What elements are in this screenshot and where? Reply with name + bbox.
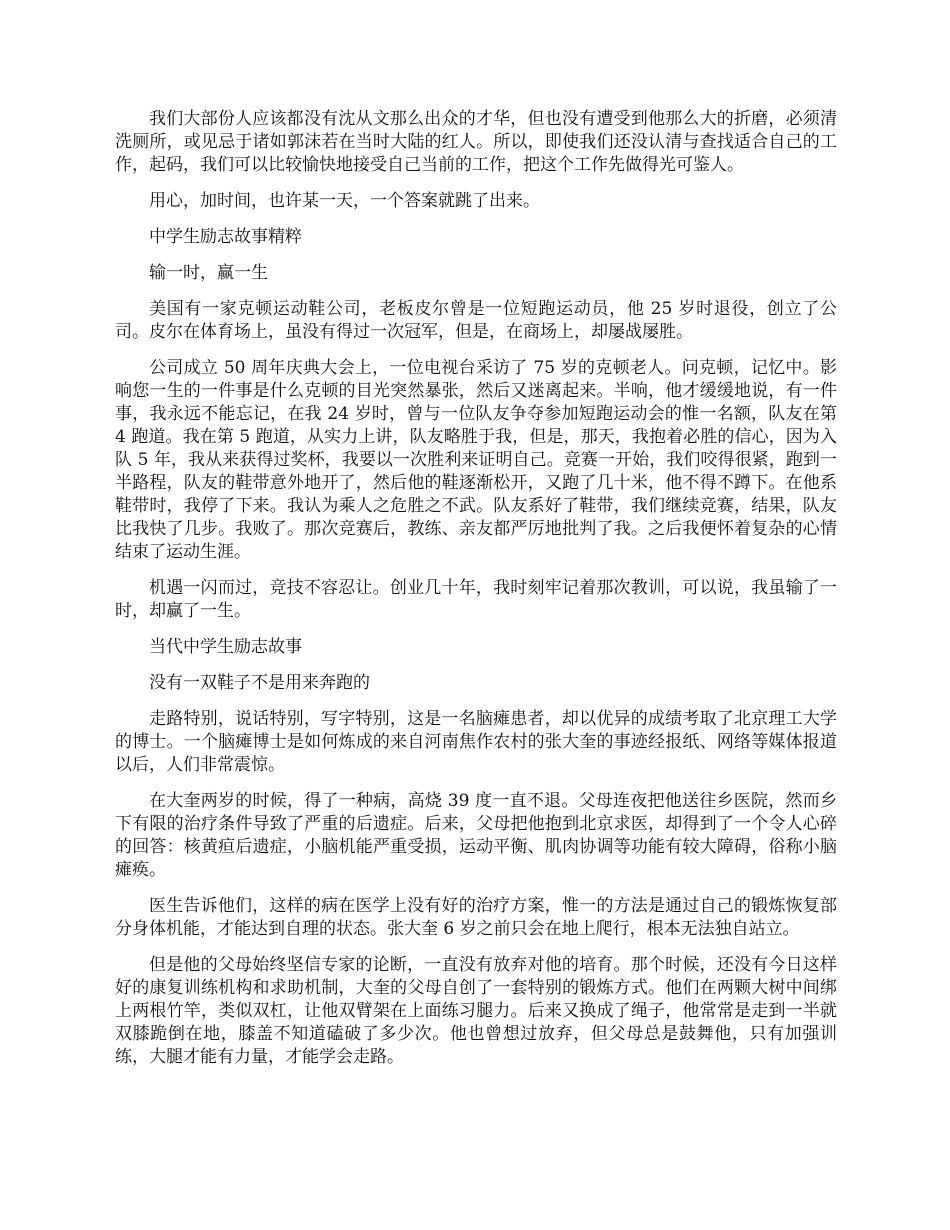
document-page <box>115 108 837 1082</box>
story-title-lose-once: 输一时，赢一生 <box>149 263 268 283</box>
paragraph-answer: 用心，加时间，也许某一天，一个答案就跳了出来。 <box>149 191 540 211</box>
paragraph-dakui-illness: 在大奎两岁的时候，得了一种病，高烧 39 度一直不退。父母连夜把他送往乡医院，然而乡下有限的治疗条件导致了严重的后遗症。后来，父母把他抱到北京求医，却得到了一个令人心碎的回答：核黄疸后遗症，小脑机能严重受损，运动平衡、肌肉协调等功能有较大障碍，俗称小脑瘫痪。 <box>115 791 837 880</box>
section-heading-contemporary: 当代中学生励志故事 <box>149 637 302 657</box>
story-title-shoes: 没有一双鞋子不是用来奔跑的 <box>149 673 370 693</box>
paragraph-dakui-intro: 走路特别，说话特别，写字特别，这是一名脑瘫患者，却以优异的成绩考取了北京理工大学的博士。一个脑瘫博士是如何炼成的来自河南焦作农村的张大奎的事迹经报纸、网络等媒体报道以后，人们非常震惊。 <box>115 709 837 775</box>
paragraph-keton-lesson: 机遇一闪而过，竞技不容忍让。创业几十年，我时刻牢记着那次教训，可以说，我虽输了一时，却赢了一生。 <box>115 578 837 621</box>
paragraph-doctor-advice: 医生告诉他们，这样的病在医学上没有好的治疗方案，惟一的方法是通过自己的锻炼恢复部分身体机能，才能达到自理的状态。张大奎 6 岁之前只会在地上爬行，根本无法独自站立。 <box>115 896 837 939</box>
paragraph-keton-interview: 公司成立 50 周年庆典大会上，一位电视台采访了 75 岁的克顿老人。问克顿，记忆中。影响您一生的一件事是什么克顿的目光突然暴张，然后又迷离起来。半响，他才缓缓地说，有一件事，我永远不能忘记，在我 24 岁时，曾与一位队友争夺参加短跑运动会的惟一名额，队友在第 4 跑道。我在第 5 跑道，从实力上讲，队友略胜于我，但是，那天，我抱着必胜的信心，因为入队 5 年，我从来获得过奖杯，我要以一次胜利来证明自己。竞赛一开始，我们咬得很紧，跑到一半路程，队友的鞋带意外地开了，然后他的鞋逐渐松开，又跑了几十米，他不得不蹲下。在他系鞋带时，我停了下来。我认为乘人之危胜之不武。队友系好了鞋带，我们继续竞赛，结果，队友比我快了几步。我败了。那次竞赛后，教练、亲友都严厉地批判了我。之后我便怀着复杂的心情结束了运动生涯。 <box>115 358 837 562</box>
section-heading-stories: 中学生励志故事精粹 <box>149 227 302 247</box>
paragraph-parents-training: 但是他的父母始终坚信专家的论断，一直没有放弃对他的培育。那个时候，还没有今日这样好的康复训练机构和求助机制，大奎的父母自创了一套特别的锻炼方式。他们在两颗大树中间绑上两根竹竿，类似双杠，让他双臂架在上面练习腿力。后来又换成了绳子，他常常是走到一半就双膝跪倒在地，膝盖不知道磕破了多少次。他也曾想过放弃，但父母总是鼓舞他，只有加强训练，大腿才能有力量，才能学会走路。 <box>115 955 837 1067</box>
paragraph-shen-congwen: 我们大部份人应该都没有沈从文那么出众的才华，但也没有遭受到他那么大的折磨，必须清洗厕所，或见忌于诸如郭沫若在当时大陆的红人。所以，即使我们还没认清与查找适合自己的工作，起码，我们可以比较愉快地接受自己当前的工作，把这个工作先做得光可鉴人。 <box>115 109 837 175</box>
paragraph-keton-company: 美国有一家克顿运动鞋公司，老板皮尔曾是一位短跑运动员，他 25 岁时退役，创立了公司。皮尔在体育场上，虽没有得过一次冠军，但是，在商场上，却屡战屡胜。 <box>115 299 837 342</box>
